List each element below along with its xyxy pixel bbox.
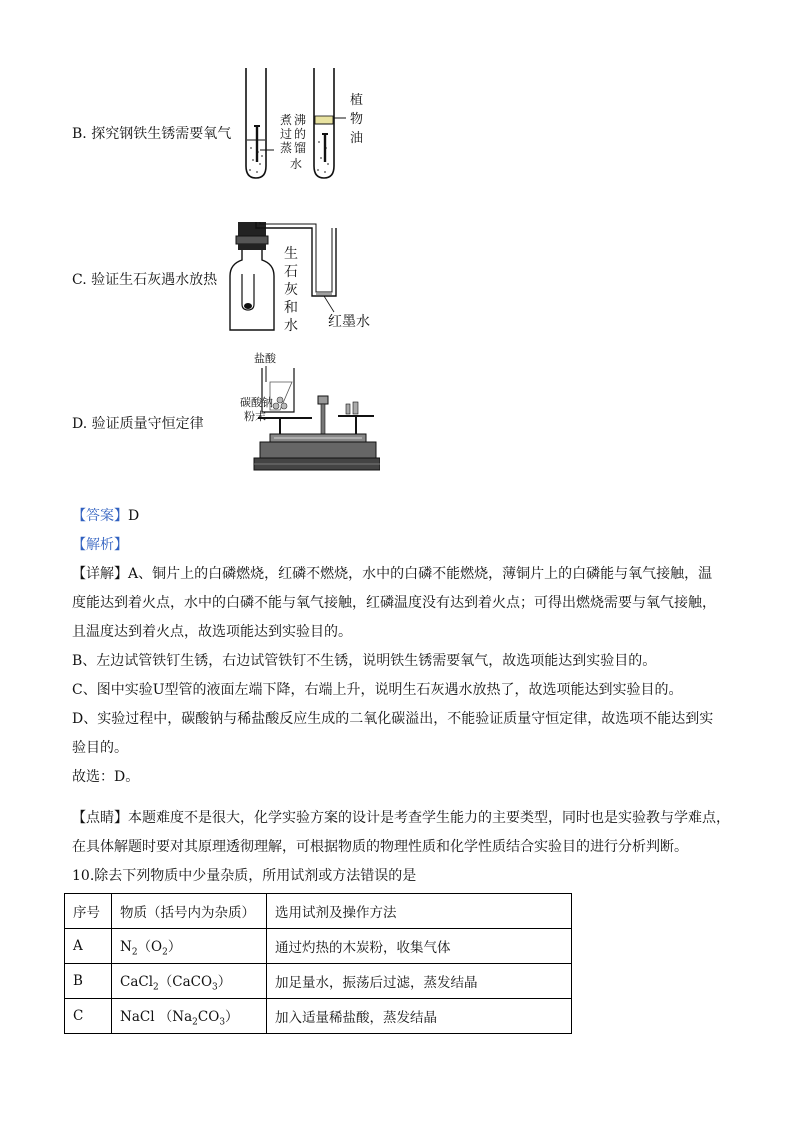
detail-line: 【详解】A、铜片上的白磷燃烧，红磷不燃烧，水中的白磷不能燃烧，薄铜片上的白磷能与氧气接触，温 (72, 566, 713, 582)
analysis-tag: 【解析】 (72, 537, 128, 553)
label-red-ink: 红墨水 (328, 314, 370, 330)
table-header-row (65, 894, 572, 929)
row-method: 加入适量稀盐酸，蒸发结晶 (267, 999, 572, 1034)
row-id: B (65, 964, 112, 999)
row-substance: $N_2(O_2)$ (112, 929, 267, 964)
label-boiled-water-2: 过 (280, 127, 293, 141)
option-b-label: B. 探究钢铁生锈需要氧气 (72, 126, 232, 142)
option-d-label: D. 验证质量守恒定律 (72, 416, 204, 432)
comment-line: 在具体解题时要对其原理透彻理解，可根据物质的物理性质和化学性质结合实验目的进行分析判断。 (72, 839, 688, 855)
row-id: A (65, 929, 112, 964)
table-row (65, 964, 572, 999)
label-boiled-water-6: 馏 (294, 141, 307, 155)
label-lime-1: 生 (284, 246, 298, 262)
label-lime-5: 水 (284, 318, 298, 334)
detail-line: B、左边试管铁钉生锈，右边试管铁钉不生锈，说明铁生锈需要氧气，故选项能达到实验目的。 (72, 653, 657, 669)
detail-line: C、图中实验U型管的液面左端下降，右端上升，说明生石灰遇水放热了，故选项能达到实验目的。 (72, 682, 683, 698)
answer-tag: 【答案】 (72, 508, 128, 524)
detail-section (72, 560, 732, 792)
row-id: C (65, 999, 112, 1034)
comment-tag: 【点睛】 (72, 810, 128, 826)
answer-value: D (128, 508, 140, 524)
header-method: 选用试剂及操作方法 (267, 894, 572, 929)
label-lime-3: 灰 (284, 282, 298, 298)
option-c-label: C. 验证生石灰遇水放热 (72, 272, 218, 288)
impurity-table (64, 893, 572, 1034)
row-method: 加足量水，振荡后过滤，蒸发结晶 (267, 964, 572, 999)
label-boiled-water-7: 水 (290, 157, 303, 171)
label-boiled-water-4: 沸 (294, 113, 307, 127)
label-powder: 粉末 (244, 410, 266, 423)
answer-line (72, 502, 732, 531)
question-10: 10.除去下列物质中少量杂质，所用试剂或方法错误的是 (72, 868, 417, 884)
detail-line: 验目的。 (72, 740, 128, 756)
figure-mass-conservation (240, 352, 380, 474)
detail-line: D、实验过程中，碳酸钠与稀盐酸反应生成的二氧化碳溢出，不能验证质量守恒定律，故选项不能达到实 (72, 711, 714, 727)
detail-line: 故选：D。 (72, 769, 140, 785)
detail-line: 且温度达到着火点，故选项能达到实验目的。 (72, 624, 352, 640)
table-row (65, 929, 572, 964)
comment-section (72, 804, 732, 862)
label-lime-2: 石 (284, 264, 298, 280)
comment-line: 【点睛】本题难度不是很大，化学实验方案的设计是考查学生能力的主要类型，同时也是实验教与学难点， (72, 810, 730, 826)
label-oil-2: 物 (350, 112, 364, 127)
label-sodium-carbonate: 碳酸钠 (240, 396, 273, 409)
detail-line: 度能达到着火点，水中的白磷不能与氧气接触，红磷温度没有达到着火点；可得出燃烧需要与氧气接触， (72, 595, 716, 611)
figure-rust-experiment (238, 66, 378, 182)
row-substance: NaCl $(Na_2CO_3)$ (112, 999, 267, 1034)
row-substance: CaCl$_2$（CaCO$_3$） (112, 964, 267, 999)
label-hydrochloric-acid: 盐酸 (254, 352, 276, 365)
label-oil-1: 植 (350, 93, 364, 108)
table-row (65, 999, 572, 1034)
label-boiled-water-1: 煮 (280, 113, 293, 127)
row-method: 通过灼热的木炭粉，收集气体 (267, 929, 572, 964)
figure-quicklime-experiment (228, 220, 388, 338)
header-id: 序号 (65, 894, 112, 929)
label-lime-4: 和 (284, 300, 298, 316)
detail-tag: 【详解】 (72, 566, 128, 582)
label-oil-3: 油 (350, 131, 364, 146)
label-boiled-water-3: 蒸 (280, 141, 293, 155)
label-boiled-water-5: 的 (294, 127, 307, 141)
header-substance: 物质（括号内为杂质） (112, 894, 267, 929)
